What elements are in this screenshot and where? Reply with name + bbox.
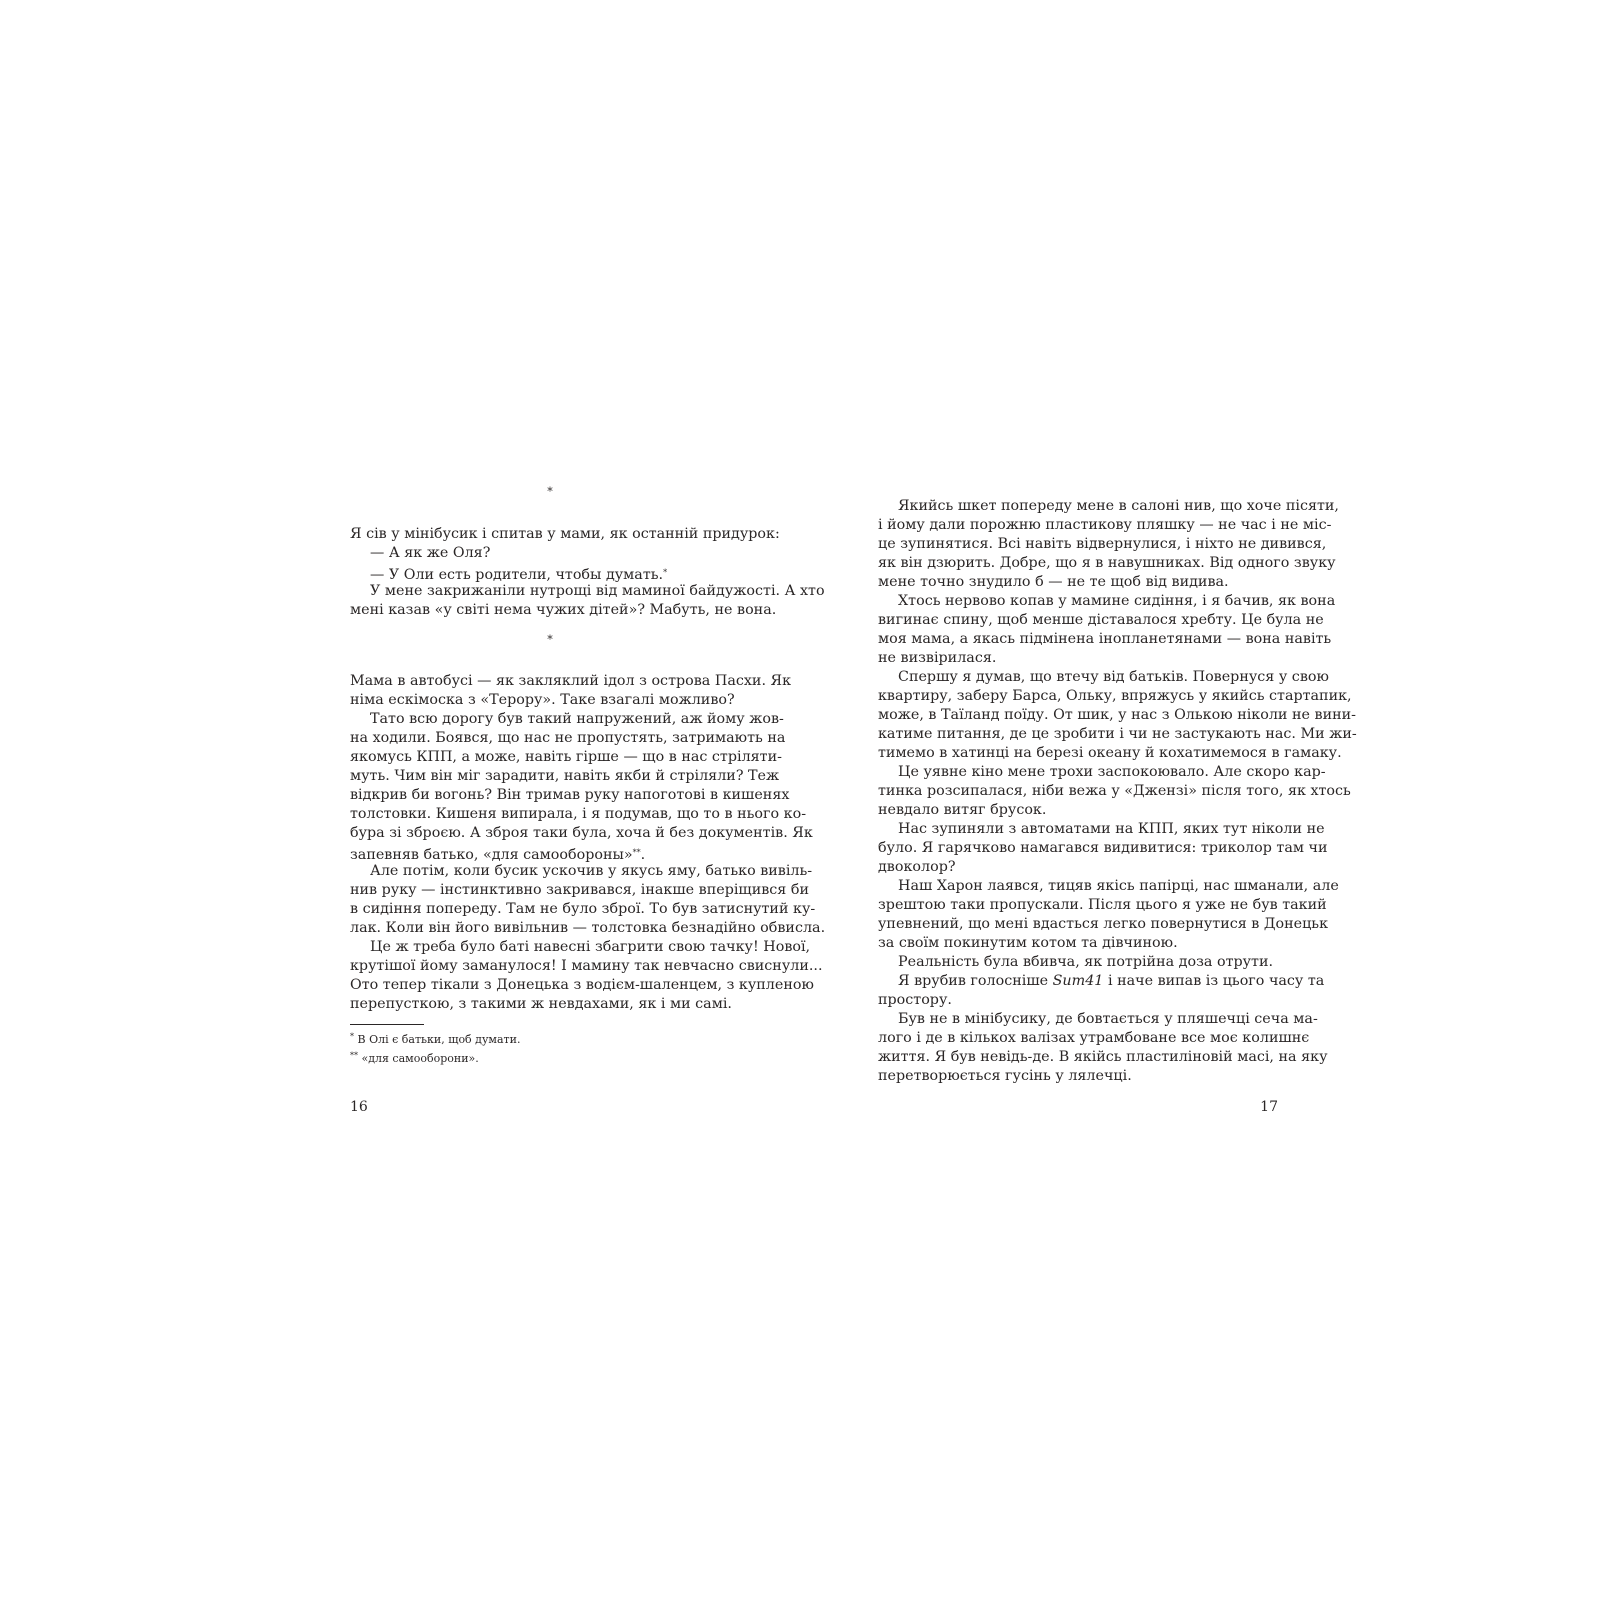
text-line: моя мама, а якась підмінена інопланетянами — вона навіть	[878, 631, 1332, 647]
text-line: перетворюється гусінь у лялечці.	[878, 1068, 1132, 1084]
text-line: в сидіння попереду. Там не було зброї. То був затиснутий ку-	[350, 901, 816, 917]
text-line: простору.	[878, 992, 952, 1008]
text-line: на ходили. Боявся, що нас не пропустять, затримають на	[350, 730, 786, 746]
text-line: Я сів у мінібусик і спитав у мами, як останній придурок:	[350, 526, 780, 542]
text-line: може, в Таїланд поїду. От шик, у нас з Олькою ніколи не вини-	[878, 707, 1356, 723]
text-line: лак. Коли він його вивільнив — толстовка безнадійно обвисла.	[350, 920, 826, 936]
text-line: за своїм покинутим котом та дівчиною.	[878, 935, 1178, 951]
text-line: Спершу я думав, що втечу від батьків. Повернуся у свою	[898, 669, 1329, 685]
text-line: німа ескімоска з «Терору». Таке взагалі можливо?	[350, 692, 735, 708]
footnote-mark: **	[632, 848, 641, 857]
text-line: вигинає спину, щоб менше діставалося хребту. Це була не	[878, 612, 1324, 628]
text-line: муть. Чим він міг зарадити, навіть якби й стріляли? Теж	[350, 768, 780, 784]
text-line: Я врубив голосніше Sum41 і наче випав із цього часу та	[898, 973, 1325, 989]
text-line: нив руку — інстинктивно закривався, інакше вперіщився би	[350, 882, 810, 898]
footnote: ** «для самооборони».	[350, 1051, 479, 1065]
text-line: Наш Харон лаявся, тицяв якісь папірці, нас шманали, але	[898, 878, 1339, 894]
text-line: зрештою таки пропускали. Після цього я уже не був такий	[878, 897, 1327, 913]
page-number: 16	[350, 1099, 368, 1115]
text-line: катиме питання, де це зробити і чи не застукають нас. Ми жи-	[878, 726, 1357, 742]
text-line: квартиру, заберу Барса, Ольку, впряжусь у якийсь стартапик,	[878, 688, 1352, 704]
text-line: мене точно знудило б — не те щоб від видива.	[878, 574, 1229, 590]
text-line: У мене закрижаніли нутрощі від маминої байдужості. А хто	[370, 583, 825, 599]
text-line: — У Оли есть родители, чтобы думать.*	[370, 567, 668, 583]
text-line: толстовки. Кишеня випирала, і я подумав, що то в нього ко-	[350, 806, 807, 822]
text-line: бура зі зброєю. А зброя таки була, хоча й без документів. Як	[350, 825, 813, 841]
text-line: Це уявне кіно мене трохи заспокоювало. Але скоро кар-	[898, 764, 1326, 780]
footnote-mark: *	[350, 1032, 354, 1041]
text-line: якомусь КПП, а може, навіть гірше — що в нас стріляти-	[350, 749, 782, 765]
page-number: 17	[1260, 1099, 1278, 1115]
footnote: * В Олі є батьки, щоб думати.	[350, 1032, 521, 1046]
text-line: Хтось нервово копав у мамине сидіння, і я бачив, як вона	[898, 593, 1336, 609]
text-line: запевняв батько, «для самообороны»**.	[350, 847, 646, 863]
band-name: Sum41	[1052, 973, 1104, 989]
text-line: відкрив би вогонь? Він тримав руку напоготові в кишенях	[350, 787, 790, 803]
footnote-mark: *	[663, 568, 668, 577]
text-line: Тато всю дорогу був такий напружений, аж йому жов-	[370, 711, 784, 727]
text-line: Був не в мінібусику, де бовтається у пляшечці сеча ма-	[898, 1011, 1318, 1027]
text-line: Мама в автобусі — як закляклий ідол з острова Пасхи. Як	[350, 673, 792, 689]
text-line: лого і де в кількох валізах утрамбоване все моє колишнє	[878, 1030, 1310, 1046]
text-line: не визвірилася.	[878, 650, 997, 666]
text-line: Ото тепер тікали з Донецька з водієм-шаленцем, з купленою	[350, 977, 814, 993]
text-line: Якийсь шкет попереду мене в салоні нив, що хоче пісяти,	[898, 498, 1339, 514]
text-line: і йому дали порожню пластикову пляшку — не час і не міс-	[878, 517, 1332, 533]
text-line: Реальність була вбивча, як потрійна доза отрути.	[898, 954, 1274, 970]
text-line: життя. Я був невідь-де. В якійсь пластиліновій масі, на яку	[878, 1049, 1328, 1065]
text-line: невдало витяг брусок.	[878, 802, 1047, 818]
text-line: тинка розсипалася, ніби вежа у «Джензі» після того, як хтось	[878, 783, 1351, 799]
section-separator: *	[547, 485, 553, 498]
text-line: перепусткою, з такими ж невдахами, як і ми самі.	[350, 996, 732, 1012]
footnote-rule	[350, 1024, 424, 1025]
text-line: мені казав «у світі нема чужих дітей»? Мабуть, не вона.	[350, 602, 777, 618]
text-line: Нас зупиняли з автоматами на КПП, яких тут ніколи не	[898, 821, 1325, 837]
footnote-mark: **	[350, 1051, 358, 1060]
section-separator: *	[547, 633, 553, 646]
text-line: Але потім, коли бусик ускочив у якусь яму, батько вивіль-	[370, 863, 813, 879]
text-line: це зупинятися. Всі навіть відвернулися, і ніхто не дивився,	[878, 536, 1327, 552]
text-line: було. Я гарячково намагався видивитися: триколор там чи	[878, 840, 1328, 856]
text-line: крутішої йому заманулося! І мамину так невчасно свиснули...	[350, 958, 823, 974]
text-line: — А як же Оля?	[370, 545, 491, 561]
text-line: упевнений, що мені вдасться легко повернутися в Донецьк	[878, 916, 1329, 932]
text-line: двоколор?	[878, 859, 956, 875]
text-line: Це ж треба було баті навесні збагрити свою тачку! Нової,	[370, 939, 811, 955]
text-line: тимемо в хатинці на березі океану й кохатимемося в гамаку.	[878, 745, 1342, 761]
text-line: як він дзюрить. Добре, що я в навушниках. Від одного звуку	[878, 555, 1336, 571]
